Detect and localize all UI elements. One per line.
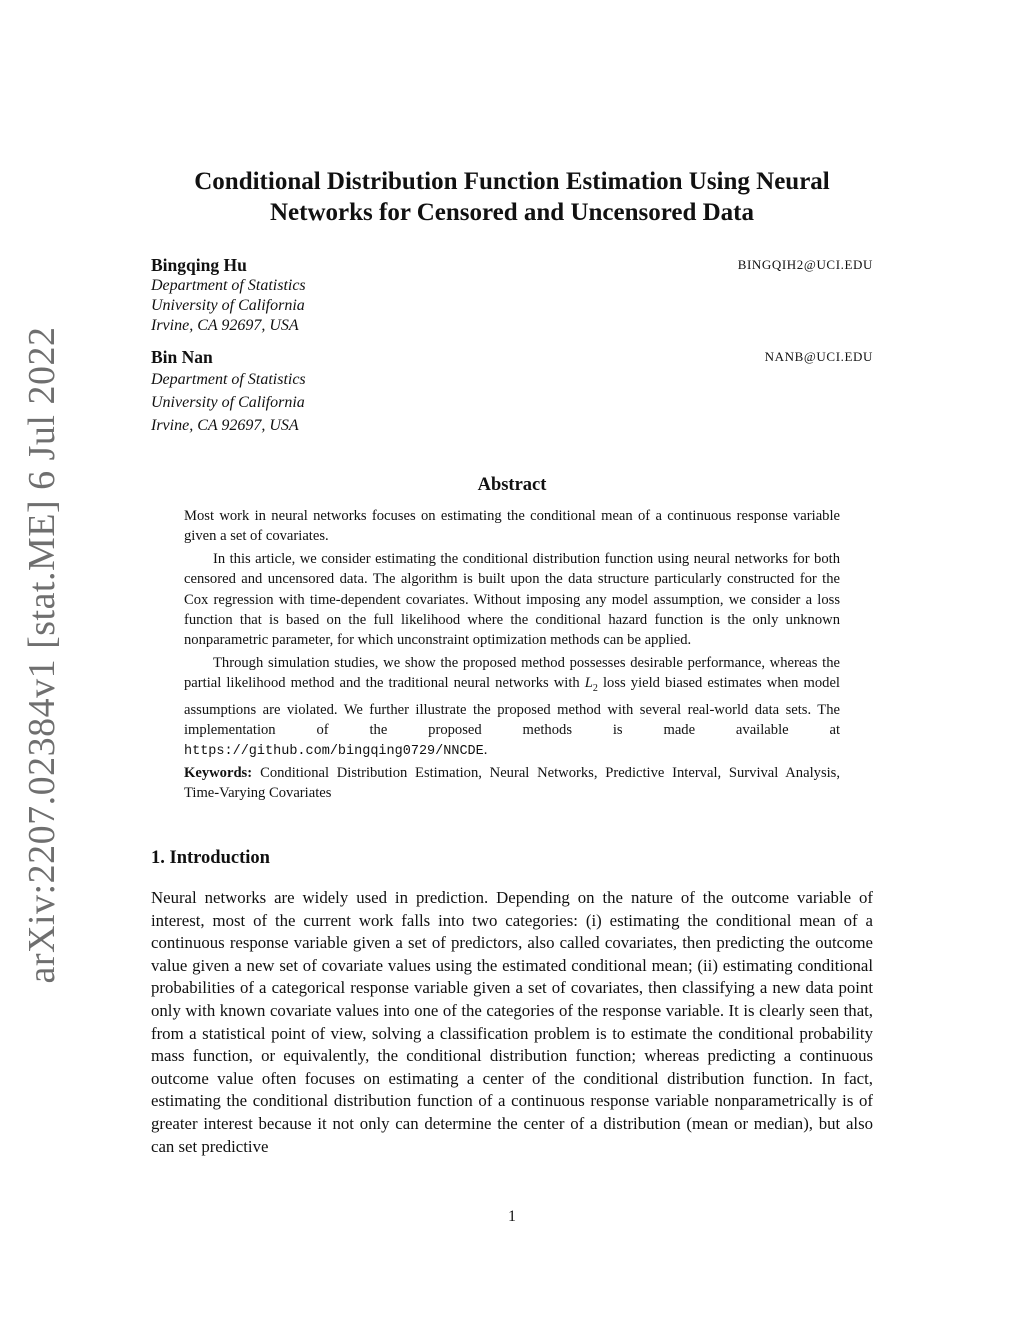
author-email: NANB@UCI.EDU (764, 349, 873, 364)
abstract-body (184, 506, 840, 804)
author-university: University of California (151, 297, 305, 314)
abstract-paragraph-3 (184, 653, 840, 763)
author-email: BINGQIH2@UCI.EDU (737, 257, 873, 272)
introduction-paragraph: Neural networks are widely used in prediction. Depending on the nature of the outcome variable of interest, most of the current work falls into two categories: (i) estimating the conditional mean of a continuous response variable given a set of predictors, also called covariates, then predicting the outcome value given a new set of covariate values using the estimated conditional mean; (ii) estimating conditional probabilities of a categorical response variable given a set of covariates, then classifying a new data point only with known covariate values into one of the categories of the response variable. It is clearly seen that, from a statistical point of view, solving a classification problem is to estimate the conditional probability mass function, or equivalently, the conditional distribution function; whereas predicting a continuous outcome value often focuses on estimating a center of the conditional distribution function. In fact, estimating the conditional distribution function of a continuous response variable nonparametrically is of greater interest because it not only can determine the center of a distribution (mean or median), but also can set predictive (151, 888, 873, 1156)
math-symbol-l: L (584, 675, 593, 692)
abstract-heading: Abstract (477, 475, 547, 495)
abstract-paragraph-2: In this article, we consider estimating the conditional distribution function using neural networks for both censored and uncensored data. The algorithm is built upon the data structure particularly constructed for the Cox regression with time-dependent covariates. Without imposing any model assumption, we consider a loss function that is based on the full likelihood where the conditional hazard function is the only unknown nonparametric parameter, for which unconstraint optimization methods can be applied. (184, 550, 840, 649)
abstract-text: Through simulation studies, we show the proposed method possesses desirable performance, whereas the partial likelihood method and the traditional neural networks with (184, 654, 840, 692)
author-department: Department of Statistics (151, 277, 306, 294)
github-link[interactable]: https://github.com/bingqing0729/NNCDE (184, 744, 484, 760)
keywords (184, 763, 840, 804)
author-location: Irvine, CA 92697, USA (151, 417, 299, 434)
author-department: Department of Statistics (151, 371, 306, 388)
abstract-text: loss yield biased estimates when model assumptions are violated. We further illustrate the proposed method with several real-world data sets. The implementation of the proposed methods is made available at (184, 675, 840, 738)
author-name: Bin Nan (151, 347, 213, 367)
keywords-list: Conditional Distribution Estimation, Neural Networks, Predictive Interval, Survival Analysis, Time-Varying Covariates (184, 764, 840, 802)
keywords-label: Keywords: (184, 764, 253, 781)
arxiv-identifier: arXiv:2207.02384v1 [stat.ME] 6 Jul 2022 (21, 326, 63, 984)
author-university: University of California (151, 394, 305, 411)
page-number: 1 (508, 1208, 516, 1225)
paper-title (151, 166, 873, 228)
abstract-paragraph-1: Most work in neural networks focuses on estimating the conditional mean of a continuous response variable given a set of covariates. (184, 508, 840, 545)
author-block-1 (151, 254, 873, 336)
title-line-2: Networks for Censored and Uncensored Data (269, 199, 755, 226)
title-line-1: Conditional Distribution Function Estimation Using Neural (194, 168, 830, 195)
math-subscript: 2 (592, 683, 598, 695)
author-location: Irvine, CA 92697, USA (151, 317, 299, 334)
author-block-2 (151, 346, 873, 437)
section-heading-introduction: 1. Introduction (151, 848, 270, 868)
abstract-text: . (483, 742, 488, 759)
author-name: Bingqing Hu (151, 255, 247, 275)
